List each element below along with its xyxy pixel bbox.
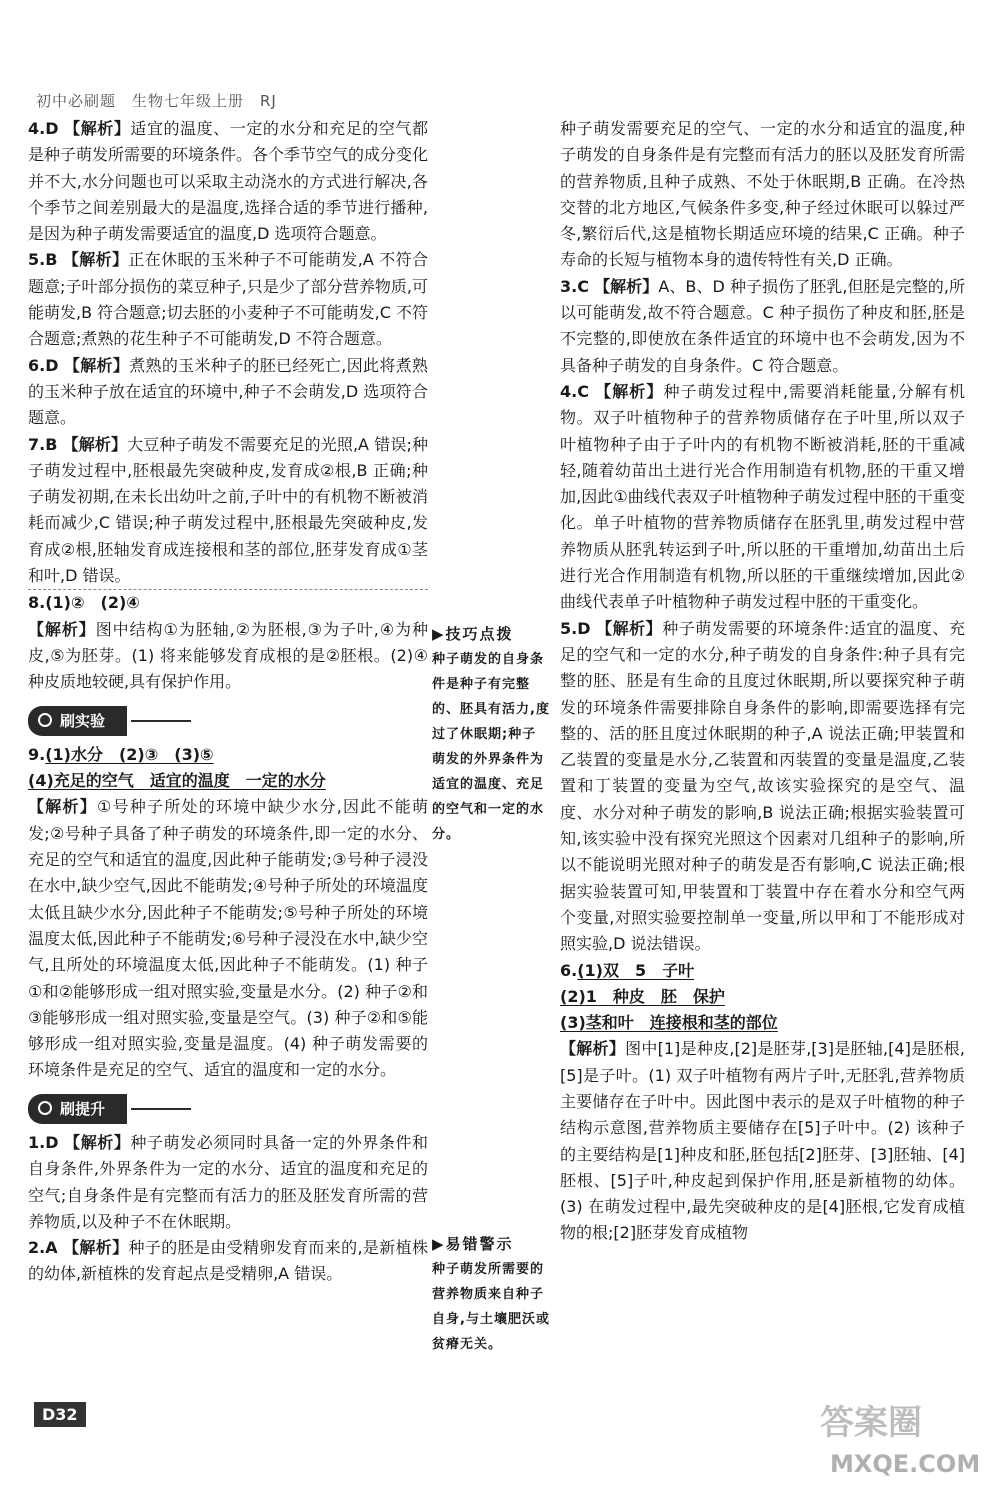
section-badge-advance: 刷提升 xyxy=(28,1084,428,1130)
tip-body-skills: 种子萌发的自身条件是种子有完整的、胚具有活力,度过了休眠期;种子萌发的外界条件为适宜的温度、充足的空气和一定的水分。 xyxy=(432,652,550,842)
question-8-analysis: 【解析】图中结构①为胚轴,②为胚根,③为子叶,④为种皮,⑤为胚芽。(1) 将来能够发育成根的是②胚根。(2)④种皮质地较硬,具有保护作用。 xyxy=(28,619,428,692)
question-9-answer-1: 9.(1)水分 (2)③ (3)⑤ xyxy=(28,744,214,764)
question-r5: 5.D 【解析】种子萌发需要的环境条件:适宜的温度、充足的空气和一定的水分,种子萌发的自身条件:种子具有完整的胚、胚是有生命的且度过休眠期,所以要探究种子萌发的环境条件需要排除自身条件的影响,即需要选择有完整的、活的胚且度过休眠期的种子,A 说法正确;甲装置和乙装置的变量是水分,乙装置和丙装置的变量是温度,乙装置和丁装置的变量为空气,故该实验探究的是空气、温度、水分对种子萌发的影响,B 说法正确;根据实验装置可知,该实验中没有探究光照这个因素对几组种子的影响,所以不能说明光照对种子的萌发是否有影响,C 说法正确;根据实验装置可知,甲装置和丁装置中存在着水分和空气两个变量,对照实验要控制单一变量,所以甲和丁不能形成对照实验,D 说法错误。 xyxy=(560,618,965,954)
question-r6-answer-1: 6.(1)双 5 子叶 xyxy=(560,960,695,980)
question-9-analysis: 【解析】①号种子所处的环境中缺少水分,因此不能萌发;②号种子具备了种子萌发的环境条件,即一定的水分、充足的空气和适宜的温度,因此种子能萌发;③号种子浸没在水中,缺少空气,因此不能萌发;④号种子所处的环境温度太低且缺少水分,因此种子不能萌发;⑤号种子所处的环境温度太低,因此种子不能萌发;⑥号种子浸没在水中,缺少空气,且所处的环境温度太低,因此种子不能萌发。(1) 种子①和②能够形成一组对照实验,变量是水分。(2) 种子②和③能够形成一组对照实验,变量是空气。(3) 种子②和⑤能够形成一组对照实验,变量是温度。(4) 种子萌发需要的环境条件是充足的空气、适宜的温度和一定的水分。 xyxy=(28,797,428,1080)
practice-2: 2.A 【解析】种子的胚是由受精卵发育而来的,是新植株的幼体,新植株的发育起点是受精卵,A 错误。 xyxy=(28,1238,428,1284)
left-column xyxy=(28,116,428,1288)
question-8-answer: 8.(1)② (2)④ xyxy=(28,593,140,613)
watermark-url: MXQE.COM xyxy=(830,1450,981,1478)
question-r6-analysis: 【解析】图中[1]是种皮,[2]是胚芽,[3]是胚轴,[4]是胚根,[5]是子叶。(1) 双子叶植物有两片子叶,无胚乳,营养物质主要储存在子叶中。因此图中表示的是双子叶植物的种子结构示意图,营养物质主要储存在[5]子叶中。(2) 该种子的主要结构是[1]种皮和胚,胚包括[2]胚芽、[3]胚轴、[4]胚根、[5]子叶,种皮起到保护作用,胚是新植物的幼体。(3) 在萌发过程中,最先突破种皮的是[4]胚根,它发育成植物的根;[2]胚芽发育成植物 xyxy=(560,1039,965,1243)
tip-title-errors: ▶易错警示 xyxy=(432,1235,514,1253)
section-badge-experiment: 刷实验 xyxy=(28,696,428,742)
question-9-answer-2: (4)充足的空气 适宜的温度 一定的水分 xyxy=(28,771,326,791)
question-r6-answer-2: (2)1 种皮 胚 保护 xyxy=(560,986,725,1006)
tip-title-skills: ▶技巧点拨 xyxy=(432,625,514,643)
page-number: D32 xyxy=(34,1402,86,1427)
question-r3: 3.C 【解析】A、B、D 种子损伤了胚乳,但胚是完整的,所以可能萌发,故不符合题意。C 种子损伤了种皮和胚,胚是不完整的,即使放在条件适宜的环境中也不会萌发,因为不具备种子萌发的自身条件。C 符合题意。 xyxy=(560,276,965,375)
tip-body-errors: 种子萌发所需要的营养物质来自种子自身,与土壤肥沃或贫瘠无关。 xyxy=(432,1262,550,1352)
question-5: 5.B 【解析】正在休眠的玉米种子不可能萌发,A 不符合题意;子叶部分损伤的菜豆种子,只是少了部分营养物质,可能萌发,B 符合题意;切去胚的小麦种子不可能萌发,C 不符合题意;煮熟的花生种子不可能萌发,D 不符合题意。 xyxy=(28,250,428,349)
question-4: 4.D 【解析】适宜的温度、一定的水分和充足的空气都是种子萌发所需要的环境条件。各个季节空气的成分变化并不大,水分问题也可以采取主动浇水的方式进行解决,各个季节之间差别最大的是温度,选择合适的季节进行播种,是因为种子萌发需要适宜的温度,D 选项符合题意。 xyxy=(28,119,429,244)
question-7: 7.B 【解析】大豆种子萌发不需要充足的光照,A 错误;种子萌发过程中,胚根最先突破种皮,发育成②根,B 正确;种子萌发初期,在未长出幼叶之前,子叶中的有机物不断被消耗而减少,C 错误;种子萌发过程中,胚根最先突破种皮,发育成②根,胚轴发育成连接根和茎的部位,胚芽发育成①茎和叶,D 错误。 xyxy=(28,432,428,591)
right-column xyxy=(560,116,965,1247)
tip-box-errors xyxy=(432,1232,550,1357)
watermark-logo: 答案圈 xyxy=(820,1403,922,1443)
question-r4: 4.C 【解析】种子萌发过程中,需要消耗能量,分解有机物。双子叶植物种子的营养物质储存在子叶里,所以双子叶植物种子由于子叶内的有机物不断被消耗,胚的干重减轻,随着幼苗出土进行光合作用制造有机物,胚的干重又增加,因此①曲线代表双子叶植物种子萌发过程中胚的干重变化。单子叶植物的营养物质储存在胚乳里,萌发过程中营养物质从胚乳转运到子叶,所以胚的干重增加,幼苗出土后进行光合作用制造有机物,所以胚的干重继续增加,因此②曲线代表单子叶植物种子萌发过程中胚的干重变化。 xyxy=(560,381,965,612)
question-r6-answer-3: (3)茎和叶 连接根和茎的部位 xyxy=(560,1013,778,1033)
practice-1: 1.D 【解析】种子萌发必须同时具备一定的外界条件和自身条件,外界条件为一定的水分、适宜的温度和充足的空气;自身条件是有完整而有活力的胚及胚发育所需的营养物质,以及种子不在休眠期。 xyxy=(28,1132,428,1231)
tip-box-skills xyxy=(432,622,550,847)
continued-text: 种子萌发需要充足的空气、一定的水分和适宜的温度,种子萌发的自身条件是有完整而有活力的胚以及胚发育所需的营养物质,且种子成熟、不处于休眠期,B 正确。在冷热交替的北方地区,气候条件多变,种子经过休眠可以躲过严冬,繁衍后代,这是植物长期适应环境的结果,C 正确。种子寿命的长短与植物本身的遗传特性有关,D 正确。 xyxy=(560,119,965,270)
question-6: 6.D 【解析】煮熟的玉米种子的胚已经死亡,因此将煮熟的玉米种子放在适宜的环境中,种子不会萌发,D 选项符合题意。 xyxy=(28,355,428,428)
running-header: 初中必刷题 生物七年级上册 RJ xyxy=(36,92,277,110)
